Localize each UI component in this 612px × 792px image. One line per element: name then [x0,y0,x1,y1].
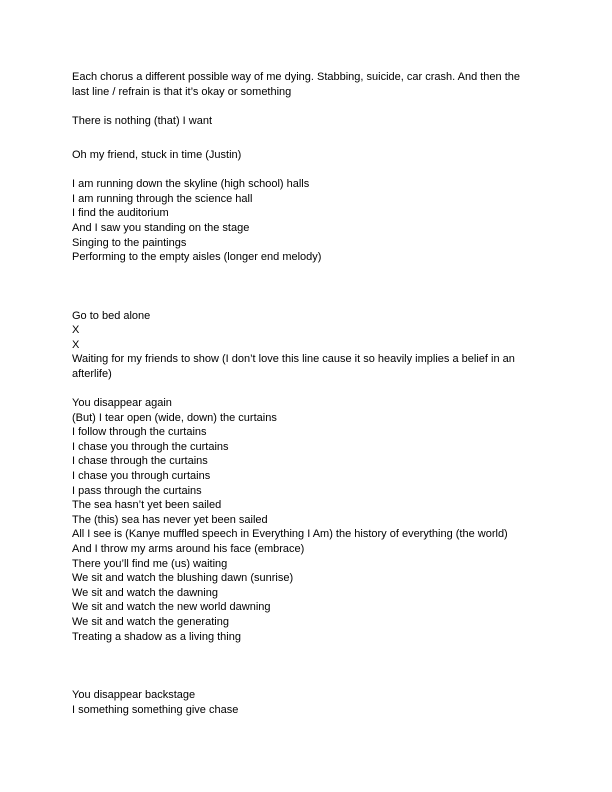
stanza-line: We sit and watch the blushing dawn (sunrise) [72,572,294,585]
stanza-line: I chase through the curtains [72,455,208,468]
stanza-line: You disappear again [72,397,172,410]
line-friend: Oh my friend, stuck in time (Justin) [72,148,242,161]
spacer [72,128,528,143]
stanza-line: I follow through the curtains [72,426,207,439]
stanza-line: (But) I tear open (wide, down) the curtains [72,411,277,424]
stanza-line: And I saw you standing on the stage [72,221,250,234]
stanza-3 [72,396,528,644]
spacer [72,265,528,309]
stanza-4 [72,688,528,717]
stanza-line: I find the auditorium [72,207,169,220]
stanza-line: I something something give chase [72,703,239,716]
stanza-line: I am running down the skyline (high school) halls [72,178,310,191]
line-nothing: There is nothing (that) I want [72,114,213,127]
stanza-2 [72,309,528,353]
stanza-line: We sit and watch the generating [72,615,229,628]
spacer [72,381,528,396]
stanza-line: X [72,324,80,337]
intro-paragraph: Each chorus a different possible way of me dying. Stabbing, suicide, car crash. And then the last line / refrain is that it’s okay or something [72,71,521,98]
stanza-line: I am running through the science hall [72,192,253,205]
stanza-line: We sit and watch the new world dawning [72,601,271,614]
stanza-line: X [72,338,80,351]
stanza-line: The sea hasn’t yet been sailed [72,499,222,512]
spacer [72,99,528,114]
stanza-line: And I throw my arms around his face (embrace) [72,543,305,556]
stanza-line: I pass through the curtains [72,484,202,497]
waiting-paragraph: Waiting for my friends to show (I don’t love this line cause it so heavily implies a belief in an afterlife) [72,353,515,380]
stanza-line: All I see is (Kanye muffled speech in Everything I Am) the history of everything (the world) [72,528,508,541]
stanza-line: There you’ll find me (us) waiting [72,557,228,570]
stanza-line: Go to bed alone [72,309,151,322]
stanza-line: Performing to the empty aisles (longer end melody) [72,251,322,264]
stanza-line: I chase you through the curtains [72,440,229,453]
stanza-1 [72,177,528,265]
stanza-line: You disappear backstage [72,688,196,701]
spacer [72,644,528,688]
stanza-line: We sit and watch the dawning [72,586,218,599]
stanza-line: The (this) sea has never yet been sailed [72,513,268,526]
stanza-line: Singing to the paintings [72,236,187,249]
stanza-line: I chase you through curtains [72,470,211,483]
stanza-line: Treating a shadow as a living thing [72,630,241,643]
spacer [72,163,528,178]
document-body [72,70,528,717]
